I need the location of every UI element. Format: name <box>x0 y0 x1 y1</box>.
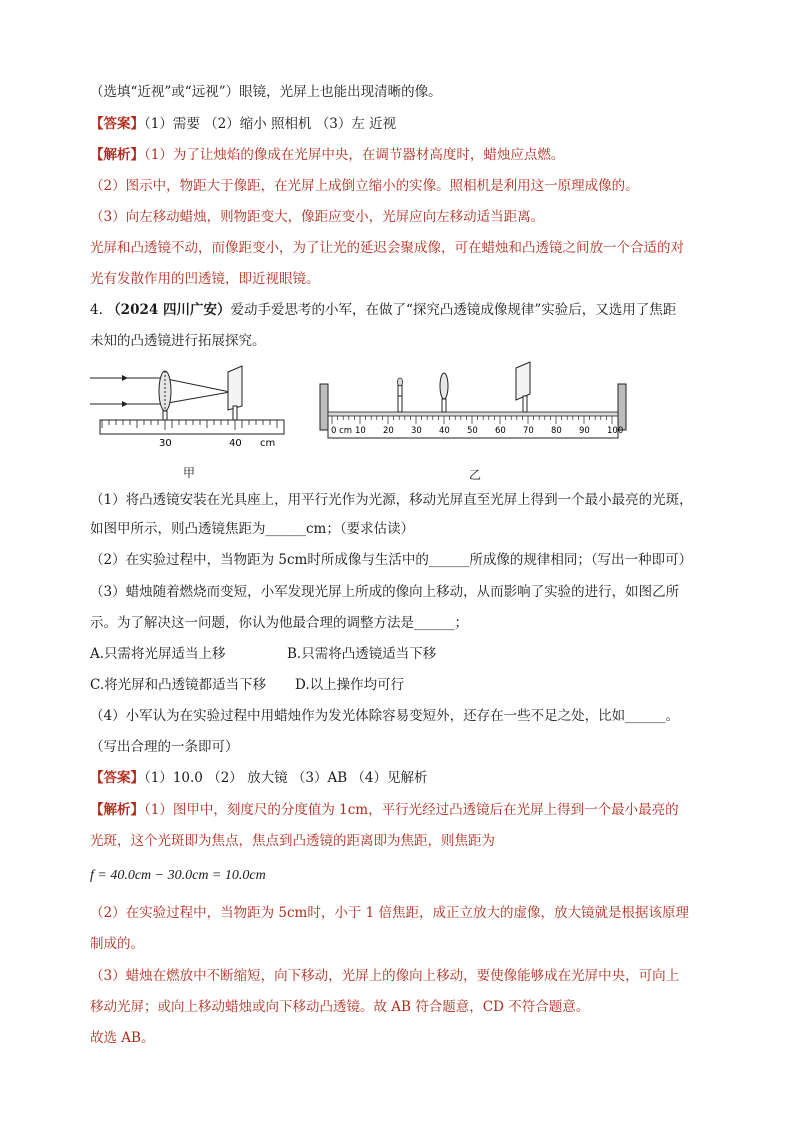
question-line: 未知的凸透镜进行拓展探究。 <box>90 333 266 349</box>
analysis-line: 制成的。 <box>90 936 144 952</box>
analysis-line: （3）向左移动蜡烛，则物距变大，像距应变小，光屏应向左移动适当距离。 <box>90 209 545 225</box>
question-number: 4. <box>90 302 108 318</box>
answer-text: （1）10.0 （2） 放大镜 （3）AB （4）见解析 <box>144 770 428 786</box>
tick-label: 80 <box>551 426 562 436</box>
analysis-line: 移动光屏；或向上移动蜡烛或向下移动凸透镜。故 AB 符合题意，CD 不符合题意。 <box>90 999 590 1015</box>
analysis-tag: 【解析】 <box>90 147 144 163</box>
question-4-line <box>90 300 676 320</box>
analysis-text: （1）图甲中，刻度尺的分度值为 1cm，平行光经过凸透镜后在光屏上得到一个最小最亮的 <box>144 802 679 818</box>
analysis-line: 光有发散作用的凹透镜，即近视眼镜。 <box>90 271 320 287</box>
analysis-line: 故选 AB。 <box>90 1030 155 1046</box>
tick-label: 30 <box>159 438 172 449</box>
tick-label: 40 <box>439 426 450 436</box>
lens-icon <box>440 373 448 399</box>
answer-tag: 【答案】 <box>90 116 144 132</box>
analysis-text: （1）为了让烛焰的像成在光屏中央，在调节器材高度时，蜡烛应点燃。 <box>144 147 565 163</box>
tick-label: 90 <box>579 426 590 436</box>
answer-line <box>90 768 428 788</box>
tick-label: 30 <box>411 426 422 436</box>
tick-label: 40 <box>229 438 242 449</box>
figure-yi <box>316 360 636 460</box>
option-a: A.只需将光屏适当上移 <box>90 646 226 662</box>
unit-label: cm <box>260 438 276 449</box>
question-line: （写出合理的一条即可） <box>90 739 239 755</box>
tick-label: 50 <box>467 426 478 436</box>
analysis-line: （2）图示中，物距大于像距，在光屏上成倒立缩小的实像。照相机是利用这一原理成像的。 <box>90 178 639 194</box>
option-c: C.将光屏和凸透镜都适当下移 <box>90 677 267 693</box>
analysis-line <box>90 800 679 820</box>
analysis-line: 光屏和凸透镜不动，而像距变小，为了让光的延迟会聚成像，可在蜡烛和凸透镜之间放一个合适的对 <box>90 240 684 256</box>
answer-text: （1）需要 （2）缩小 照相机 （3）左 近视 <box>144 116 397 132</box>
figure-caption: 乙 <box>469 468 482 482</box>
tick-label: 60 <box>495 426 506 436</box>
tick-label: 20 <box>383 426 394 436</box>
answer-tag: 【答案】 <box>90 770 144 786</box>
option-d: D.以上操作均可行 <box>295 677 405 693</box>
question-line: （3）蜡烛随着燃烧而变短，小军发现光屏上所成的像向上移动，从而影响了实验的进行，如图乙所 <box>90 584 680 600</box>
question-line: （1）将凸透镜安装在光具座上，用平行光作为光源，移动光屏直至光屏上得到一个最小最亮的光斑， <box>90 492 693 508</box>
screen-icon <box>516 362 530 400</box>
question-line: （2）在实验过程中，当物距为 5cm时所成像与生活中的______所成像的规律相同；（写出一种即可） <box>90 552 693 568</box>
figure-jia <box>90 362 290 462</box>
tick-label: 70 <box>523 426 534 436</box>
analysis-line: 光斑，这个光斑即为焦点，焦点到凸透镜的距离即为焦距，则焦距为 <box>90 833 495 849</box>
question-line: （4）小军认为在实验过程中用蜡烛作为发光体除容易变短外，还存在一些不足之处，比如______。 <box>90 708 680 724</box>
analysis-tag: 【解析】 <box>90 802 144 818</box>
analysis-line: （3）蜡烛在燃放中不断缩短，向下移动，光屏上的像向上移动，要使像能够成在光屏中央，可向上 <box>90 968 680 984</box>
analysis-line <box>90 145 564 165</box>
tick-label: 100 <box>607 426 624 436</box>
option-b: B.只需将凸透镜适当下移 <box>287 646 437 662</box>
tick-label: 10 <box>355 426 366 436</box>
screen-icon <box>228 366 242 410</box>
question-line: 示。为了解决这一问题，你认为他最合理的调整方法是______； <box>90 615 468 631</box>
tick-label: 0 cm <box>331 426 353 436</box>
formula: f = 40.0cm − 30.0cm = 10.0cm <box>90 868 266 883</box>
analysis-line: （2）在实验过程中，当物距为 5cm时，小于 1 倍焦距，成正立放大的虚像，放大镜就是根据该原理 <box>90 905 690 921</box>
question-text: 爱动手爱思考的小军，在做了“探究凸透镜成像规律”实验后，又选用了焦距 <box>230 302 677 318</box>
question-line: 如图甲所示，则凸透镜焦距为______cm；（要求估读） <box>90 521 415 537</box>
question-source: （2024 四川广安） <box>107 302 231 318</box>
answer-line <box>90 114 396 134</box>
figure-caption: 甲 <box>183 466 196 480</box>
text-line: （选填“近视”或“远视”）眼镜，光屏上也能出现清晰的像。 <box>90 84 442 100</box>
